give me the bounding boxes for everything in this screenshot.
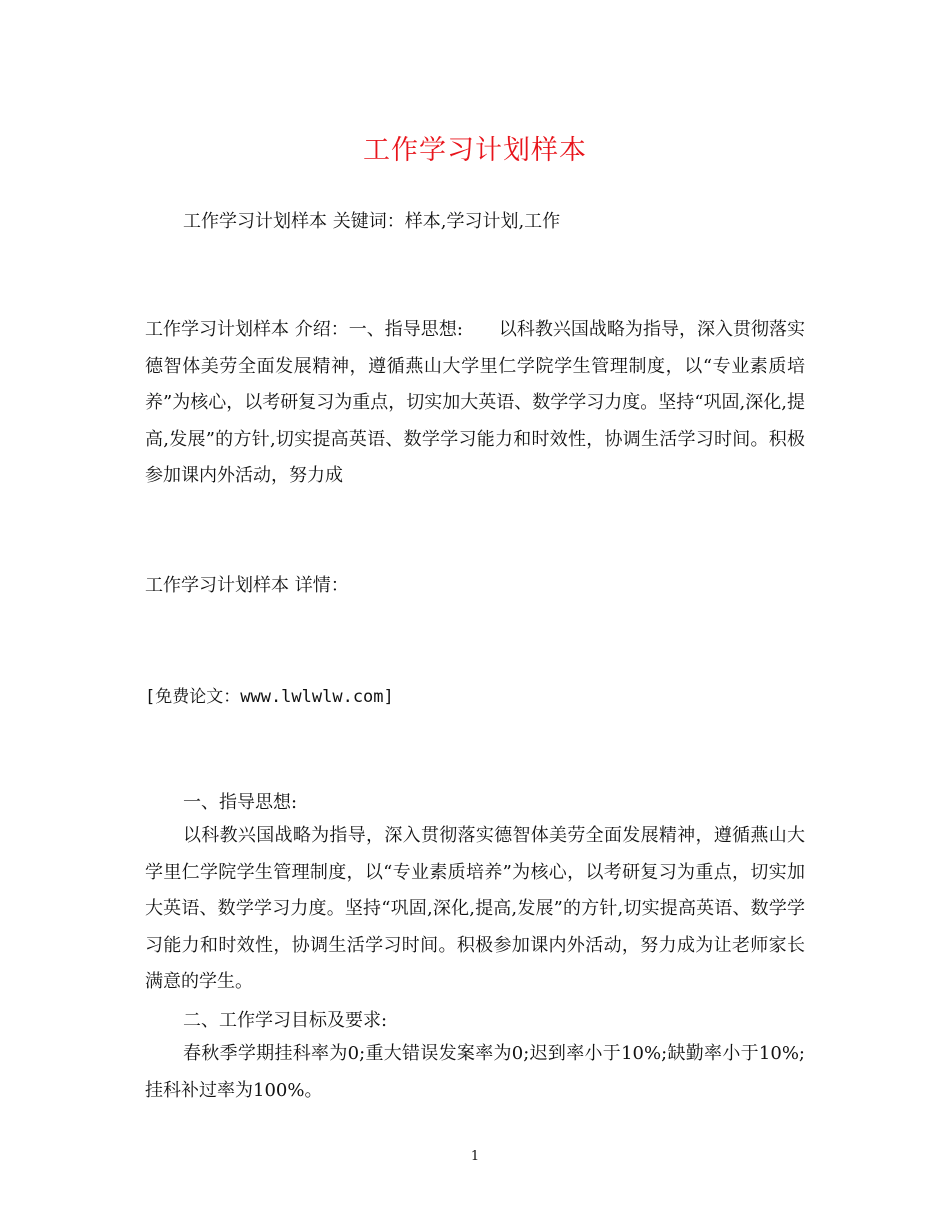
document-title: 工作学习计划样本 <box>363 135 587 166</box>
section1-heading: 一、指导思想: <box>183 792 298 813</box>
section2-body: 春秋季学期挂科率为0;重大错误发案率为0;迟到率小于10%;缺勤率小于10%;挂科补过率为100%。 <box>145 1043 805 1101</box>
section1-body: 以科教兴国战略为指导，深入贯彻落实德智体美劳全面发展精神，遵循燕山大学里仁学院学生管理制度，以“专业素质培养”为核心，以考研复习为重点，切实加大英语、数学学习力度。坚持“巩固,深化,提高,发展”的方针,切实提高英语、数学学习能力和时效性，协调生活学习时间。积极参加课内外活动，努力成为让老师家长满意的学生。 <box>145 825 805 992</box>
source-line: [免费论文：www.lwlwlw.com] <box>145 687 394 707</box>
keywords-line: 工作学习计划样本 关键词：样本,学习计划,工作 <box>183 211 561 232</box>
details-line: 工作学习计划样本 详情： <box>145 575 349 596</box>
section2-heading: 二、工作学习目标及要求: <box>183 1010 388 1031</box>
page-number: 1 <box>470 1149 480 1164</box>
intro-paragraph: 工作学习计划样本 介绍：一、指导思想: 以科教兴国战略为指导，深入贯彻落实德智体美劳全面发展精神，遵循燕山大学里仁学院学生管理制度，以“专业素质培养”为核心，以考研复习为重点，切实加大英语、数学学习力度。坚持“巩固,深化,提高,发展”的方针,切实提高英语、数学学习能力和时效性，协调生活学习时间。积极参加课内外活动，努力成 <box>145 319 805 486</box>
